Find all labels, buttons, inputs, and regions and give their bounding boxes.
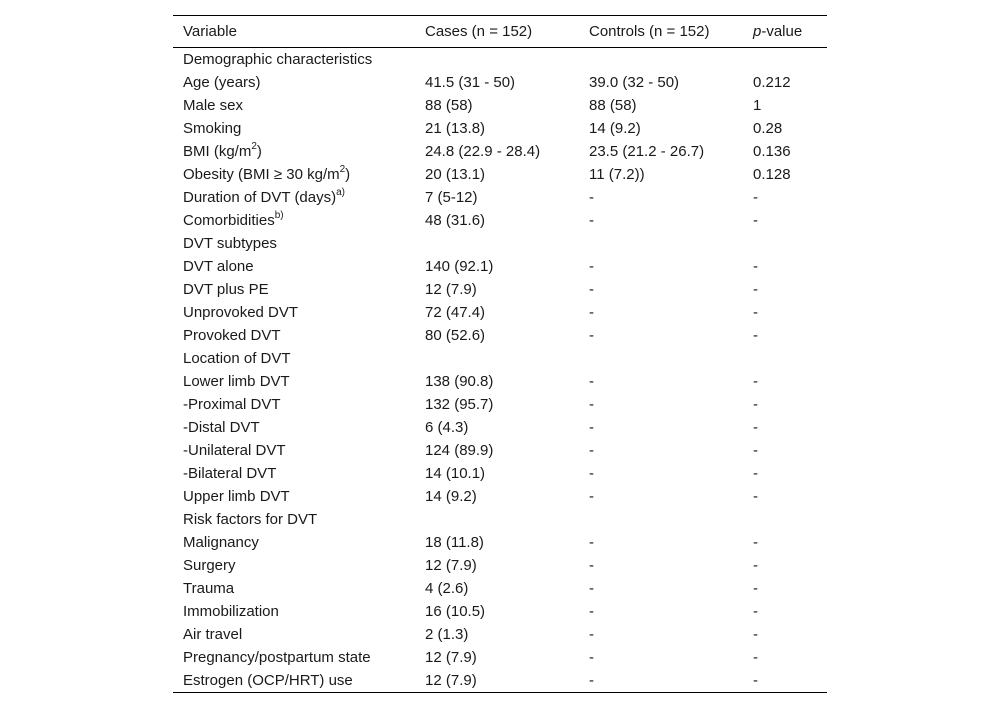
cell-pvalue: - (753, 281, 758, 298)
variable-text: Lower limb DVT (183, 373, 290, 390)
variable-superscript: 2 (251, 141, 257, 152)
cell-cases: 20 (13.1) (425, 166, 486, 183)
cell-variable (173, 531, 415, 554)
table-row (173, 531, 827, 554)
cell-cases: 14 (9.2) (425, 488, 477, 505)
table-row (173, 94, 827, 117)
cell-controls: - (589, 626, 594, 643)
cell-variable (173, 48, 415, 72)
table-body (173, 48, 827, 693)
characteristics-table-container (173, 15, 827, 693)
table-row (173, 393, 827, 416)
cell-controls: - (589, 465, 594, 482)
variable-text: Male sex (183, 97, 244, 114)
cell-controls: 39.0 (32 - 50) (589, 74, 680, 91)
table-row (173, 439, 827, 462)
table-row (173, 71, 827, 94)
cell-variable (173, 232, 415, 255)
cell-cases: 12 (7.9) (425, 649, 477, 666)
cell-cases: 138 (90.8) (425, 373, 494, 390)
cell-variable (173, 347, 415, 370)
table-row (173, 255, 827, 278)
header-cases: Cases (n = 152) (425, 23, 533, 40)
cell-pvalue: - (753, 672, 758, 689)
cell-variable (173, 186, 415, 209)
cell-pvalue (743, 347, 827, 370)
cell-variable (173, 554, 415, 577)
cell-cases: 21 (13.8) (425, 120, 486, 137)
variable-text: Duration of DVT (days) (183, 189, 337, 206)
cell-cases: 88 (58) (425, 97, 473, 114)
cell-controls: 88 (58) (589, 97, 637, 114)
cell-pvalue: - (753, 212, 758, 229)
cell-pvalue (743, 232, 827, 255)
table-row (173, 324, 827, 347)
table-header (173, 16, 827, 48)
variable-text: Estrogen (OCP/HRT) use (183, 672, 353, 689)
cell-cases: 12 (7.9) (425, 281, 477, 298)
variable-text: Air travel (183, 626, 243, 643)
cell-controls: - (589, 557, 594, 574)
cell-controls: - (589, 672, 594, 689)
cell-variable (173, 163, 415, 186)
header-pvalue-rest: -value (761, 23, 803, 40)
table-row (173, 232, 827, 255)
cell-cases: 12 (7.9) (425, 672, 477, 689)
variable-superscript: 2 (339, 164, 346, 175)
cell-pvalue: 0.136 (753, 143, 791, 160)
variable-suffix: ) (256, 143, 262, 160)
cell-controls: - (589, 442, 594, 459)
cell-pvalue (743, 508, 827, 531)
table-row (173, 347, 827, 370)
variable-text: Provoked DVT (183, 327, 281, 344)
header-row (173, 16, 827, 48)
cell-variable (173, 393, 415, 416)
variable-text: Age (years) (183, 74, 261, 91)
cell-variable (173, 140, 415, 163)
cell-cases (415, 48, 579, 72)
cell-cases: 4 (2.6) (425, 580, 469, 597)
cell-cases: 2 (1.3) (425, 626, 469, 643)
variable-text: Obesity (BMI ≥ 30 kg/m (183, 166, 340, 183)
variable-text: Demographic characteristics (183, 51, 373, 68)
variable-text: -Proximal DVT (183, 396, 281, 413)
cell-pvalue: - (753, 626, 758, 643)
table-row (173, 278, 827, 301)
cell-cases (415, 508, 579, 531)
variable-text: -Unilateral DVT (183, 442, 286, 459)
cell-controls: 23.5 (21.2 - 26.7) (589, 143, 705, 160)
header-pvalue-italic: p (753, 23, 762, 40)
cell-pvalue: 0.212 (753, 74, 791, 91)
cell-pvalue: - (753, 419, 758, 436)
table-row (173, 48, 827, 72)
cell-controls: - (589, 488, 594, 505)
cell-pvalue: - (753, 373, 758, 390)
cell-controls (579, 232, 743, 255)
variable-suffix: ) (345, 166, 351, 183)
table-row (173, 370, 827, 393)
cell-variable (173, 439, 415, 462)
table-row (173, 163, 827, 186)
table-row (173, 646, 827, 669)
cell-pvalue: - (753, 189, 758, 206)
cell-pvalue (743, 48, 827, 72)
cell-controls: - (589, 327, 594, 344)
table-row (173, 669, 827, 693)
variable-text: BMI (kg/m (183, 143, 252, 160)
cell-controls: - (589, 258, 594, 275)
table-row (173, 462, 827, 485)
cell-cases: 12 (7.9) (425, 557, 477, 574)
table-row (173, 301, 827, 324)
cell-cases: 7 (5-12) (425, 189, 478, 206)
cell-variable (173, 209, 415, 232)
cell-pvalue: - (753, 465, 758, 482)
variable-text: Comorbidities (183, 212, 275, 229)
cell-pvalue: - (753, 603, 758, 620)
characteristics-table (173, 15, 827, 693)
cell-variable (173, 324, 415, 347)
cell-pvalue: 0.28 (753, 120, 783, 137)
variable-text: Smoking (183, 120, 242, 137)
cell-variable (173, 370, 415, 393)
cell-variable (173, 94, 415, 117)
cell-controls (579, 508, 743, 531)
cell-controls: 11 (7.2)) (589, 166, 645, 183)
cell-pvalue: - (753, 258, 758, 275)
cell-pvalue: - (753, 304, 758, 321)
cell-controls: - (589, 373, 594, 390)
variable-text: Unprovoked DVT (183, 304, 299, 321)
cell-cases: 18 (11.8) (425, 534, 484, 551)
cell-cases: 80 (52.6) (425, 327, 486, 344)
cell-controls: - (589, 580, 594, 597)
table-row (173, 508, 827, 531)
header-controls: Controls (n = 152) (589, 23, 710, 40)
cell-pvalue: - (753, 534, 758, 551)
cell-variable (173, 117, 415, 140)
table-row (173, 209, 827, 232)
cell-cases (415, 347, 579, 370)
cell-variable (173, 600, 415, 623)
cell-pvalue: - (753, 442, 758, 459)
cell-cases: 72 (47.4) (425, 304, 486, 321)
cell-cases: 41.5 (31 - 50) (425, 74, 516, 91)
variable-superscript: a) (336, 187, 346, 198)
table-row (173, 485, 827, 508)
variable-text: Risk factors for DVT (183, 511, 318, 528)
cell-variable (173, 462, 415, 485)
cell-controls: - (589, 212, 594, 229)
cell-variable (173, 278, 415, 301)
table-row (173, 117, 827, 140)
cell-variable (173, 508, 415, 531)
cell-controls (579, 347, 743, 370)
variable-text: Surgery (183, 557, 236, 574)
cell-variable (173, 255, 415, 278)
cell-cases: 14 (10.1) (425, 465, 486, 482)
cell-pvalue: - (753, 649, 758, 666)
table-row (173, 600, 827, 623)
cell-variable (173, 71, 415, 94)
cell-cases: 48 (31.6) (425, 212, 486, 229)
cell-variable (173, 669, 415, 693)
cell-variable (173, 577, 415, 600)
header-variable: Variable (183, 23, 237, 40)
cell-variable (173, 301, 415, 324)
cell-controls: - (589, 304, 594, 321)
cell-pvalue: - (753, 580, 758, 597)
cell-controls: - (589, 396, 594, 413)
table-row (173, 416, 827, 439)
variable-superscript: b) (274, 210, 284, 221)
variable-text: -Distal DVT (183, 419, 260, 436)
cell-controls: - (589, 419, 594, 436)
variable-text: Upper limb DVT (183, 488, 290, 505)
cell-variable (173, 623, 415, 646)
cell-controls: - (589, 189, 594, 206)
variable-text: DVT plus PE (183, 281, 269, 298)
cell-pvalue: 0.128 (753, 166, 791, 183)
header-pvalue (743, 16, 827, 48)
cell-variable (173, 485, 415, 508)
cell-controls: - (589, 603, 594, 620)
variable-text: -Bilateral DVT (183, 465, 277, 482)
cell-pvalue: - (753, 327, 758, 344)
variable-text: DVT subtypes (183, 235, 277, 252)
cell-cases: 24.8 (22.9 - 28.4) (425, 143, 541, 160)
cell-controls: 14 (9.2) (589, 120, 641, 137)
cell-controls: - (589, 649, 594, 666)
cell-controls: - (589, 534, 594, 551)
cell-cases: 140 (92.1) (425, 258, 494, 275)
cell-cases: 6 (4.3) (425, 419, 469, 436)
cell-pvalue: 1 (753, 97, 762, 114)
cell-cases: 124 (89.9) (425, 442, 494, 459)
table-row (173, 554, 827, 577)
variable-text: Malignancy (183, 534, 259, 551)
cell-controls (579, 48, 743, 72)
cell-cases: 16 (10.5) (425, 603, 486, 620)
variable-text: Pregnancy/postpartum state (183, 649, 371, 666)
cell-pvalue: - (753, 557, 758, 574)
cell-cases (415, 232, 579, 255)
variable-text: DVT alone (183, 258, 254, 275)
table-row (173, 623, 827, 646)
variable-text: Immobilization (183, 603, 279, 620)
cell-pvalue: - (753, 396, 758, 413)
variable-text: Location of DVT (183, 350, 291, 367)
table-row (173, 577, 827, 600)
cell-pvalue: - (753, 488, 758, 505)
table-row (173, 140, 827, 163)
variable-text: Trauma (183, 580, 235, 597)
cell-controls: - (589, 281, 594, 298)
table-row (173, 186, 827, 209)
cell-variable (173, 416, 415, 439)
cell-variable (173, 646, 415, 669)
cell-cases: 132 (95.7) (425, 396, 494, 413)
